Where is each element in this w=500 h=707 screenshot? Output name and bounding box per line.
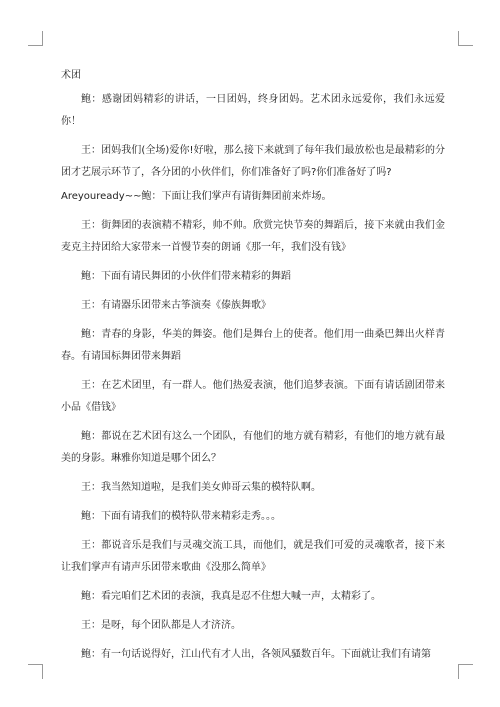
paragraph: 鲍：有一句话说得好，江山代有才人出，各领风骚数百年。下面就让我们有请第	[81, 649, 431, 660]
paragraph: 鲍：都说在艺术团有这么一个团队，有他们的地方就有精彩，有他们的地方就有最美的身影。琳雅你知道是哪个团么？	[61, 431, 445, 464]
paragraph: 鲍：感谢团妈精彩的讲话，一日团妈，终身团妈。艺术团永远爱你，我们永远爱你！	[61, 94, 445, 127]
paragraph: 王：街舞团的表演精不精彩，帅不帅。欣赏完快节奏的舞蹈后，接下来就由我们金麦克主持团给大家带来一首慢节奏的朗诵《那一年，我们没有钱》	[61, 220, 445, 253]
paragraph: 王：都说音乐是我们与灵魂交流工具，而他们，就是我们可爱的灵魂歌者，接下来让我们掌声有请声乐团带来歌曲《没那么简单》	[61, 540, 445, 573]
paragraph: 鲍：下面有请我们的模特队带来精彩走秀。。。	[81, 511, 281, 522]
paragraph: 鲍：青春的身影，华美的舞姿。他们是舞台上的使者。他们用一曲桑巴舞出火样青春。有请国标舞团带来舞蹈	[61, 329, 445, 362]
paragraph: 王：有请器乐团带来古筝演奏《傣族舞歌》	[81, 300, 271, 311]
crop-mark-bottom-right	[458, 664, 473, 679]
paragraph: 王：在艺术团里，有一群人。他们热爱表演，他们追梦表演。下面有请话剧团带来小品《借钱》	[61, 380, 445, 413]
paragraph: 王：是呀，每个团队都是人才济济。	[81, 620, 241, 631]
crop-mark-top-left	[28, 31, 43, 46]
paragraph: 鲍：看完咱们艺术团的表演，我真是忍不住想大喊一声，太精彩了。	[81, 591, 381, 602]
paragraph: 王：团妈我们(全场)爱你!好啦，那么接下来就到了每年我们最放松也是最精彩的分团才艺展示环节了，各分团的小伙伴们，你们准备好了吗?你们准备好了吗?	[61, 145, 445, 178]
paragraph: 术团	[61, 70, 81, 81]
paragraph: Areyouready~~鲍：下面让我们掌声有请街舞团前来炸场。	[61, 191, 332, 202]
paragraph: 鲍：下面有请民舞团的小伙伴们带来精彩的舞蹈	[81, 271, 291, 282]
crop-mark-bottom-left	[28, 664, 43, 679]
document-body	[61, 65, 445, 673]
paragraph: 王：我当然知道啦，是我们美女帅哥云集的模特队啊。	[81, 482, 321, 493]
crop-mark-top-right	[458, 31, 473, 46]
